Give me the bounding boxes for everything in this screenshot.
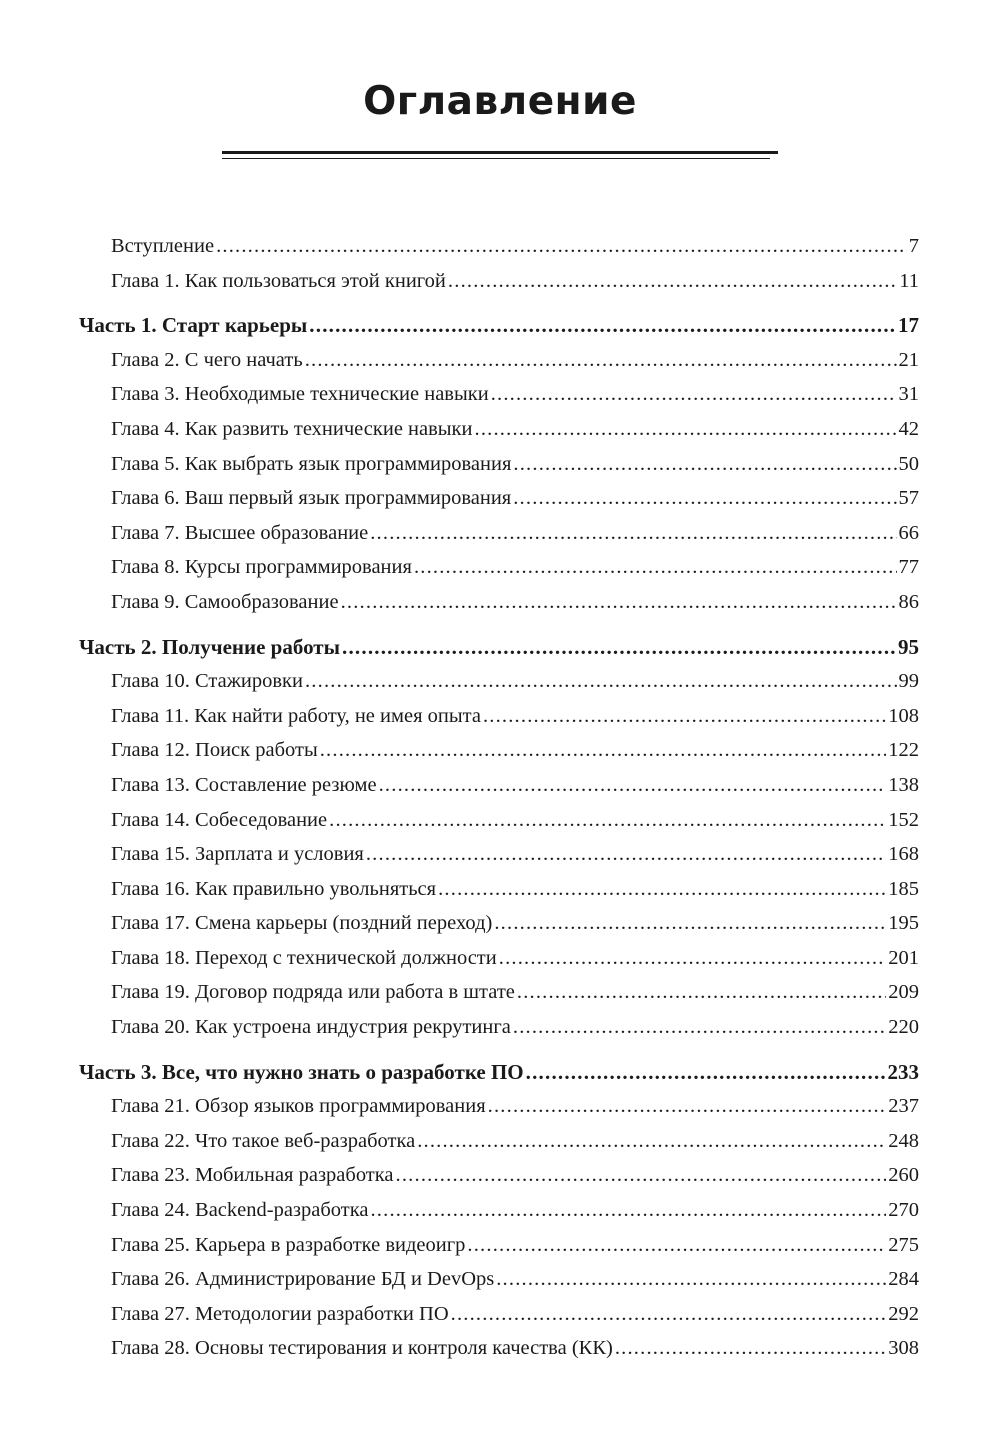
- toc-entry-page: 308: [888, 1337, 919, 1360]
- toc-entry-page: 284: [888, 1268, 919, 1291]
- toc-entry-page: 122: [888, 739, 919, 762]
- leader-dots: [488, 1089, 887, 1124]
- toc-part-label: Часть 2. Получение работы: [79, 634, 341, 659]
- leader-dots: [475, 412, 897, 447]
- toc-entry[interactable]: [0, 343, 919, 378]
- leader-dots: [342, 630, 896, 665]
- toc-entry[interactable]: [0, 1228, 919, 1263]
- leader-dots: [513, 481, 896, 516]
- toc-entry[interactable]: [0, 1262, 919, 1297]
- toc-entry-label: Глава 28. Основы тестирования и контроля качества (КК): [111, 1337, 613, 1360]
- toc-entry[interactable]: [0, 733, 919, 768]
- toc-entry-page: 292: [888, 1302, 919, 1325]
- toc-entry-label: Глава 20. Как устроена индустрия рекрутинга: [111, 1016, 511, 1039]
- toc-entry[interactable]: [0, 229, 919, 264]
- toc-entry-page: 152: [888, 808, 919, 831]
- leader-dots: [370, 516, 896, 551]
- toc-entry[interactable]: [0, 872, 919, 907]
- toc-entry[interactable]: [0, 941, 919, 976]
- toc-entry-page: 108: [888, 704, 919, 727]
- toc-entry-label: Глава 2. С чего начать: [111, 348, 303, 371]
- leader-dots: [517, 975, 886, 1010]
- toc-entry-page: 21: [898, 348, 919, 371]
- toc-part-label: Часть 3. Все, что нужно знать о разработке ПО: [79, 1059, 524, 1084]
- toc-entry[interactable]: [0, 1331, 919, 1366]
- toc-entry-page: 168: [888, 843, 919, 866]
- toc-entry-label: Глава 12. Поиск работы: [111, 739, 318, 762]
- toc-part-heading[interactable]: [0, 1055, 919, 1090]
- leader-dots: [366, 837, 886, 872]
- toc-entry-label: Глава 13. Составление резюме: [111, 773, 377, 796]
- toc-entry-page: 275: [888, 1233, 919, 1256]
- toc-entry[interactable]: [0, 516, 919, 551]
- toc-entry-page: 260: [888, 1164, 919, 1187]
- title-divider: [222, 151, 778, 154]
- toc-entry-page: 77: [898, 556, 919, 579]
- leader-dots: [396, 1158, 887, 1193]
- page-title: Оглавление: [363, 79, 637, 124]
- leader-dots: [513, 1010, 886, 1045]
- toc-entry-label: Глава 18. Переход с технической должности: [111, 946, 497, 969]
- toc-entry-page: 99: [898, 670, 919, 693]
- leader-dots: [483, 699, 886, 734]
- toc-entry-label: Глава 7. Высшее образование: [111, 521, 369, 544]
- toc-entry-label: Глава 1. Как пользоваться этой книгой: [111, 269, 446, 292]
- toc-entry[interactable]: [0, 447, 919, 482]
- leader-dots: [379, 768, 887, 803]
- leader-dots: [615, 1331, 886, 1366]
- toc-entry[interactable]: [0, 699, 919, 734]
- toc-entry[interactable]: [0, 1089, 919, 1124]
- leader-dots: [451, 1297, 887, 1332]
- toc-entry-page: 42: [898, 417, 919, 440]
- leader-dots: [329, 803, 886, 838]
- toc-entry-label: Глава 16. Как правильно увольняться: [111, 877, 437, 900]
- toc-entry-page: 248: [888, 1129, 919, 1152]
- leader-dots: [320, 733, 887, 768]
- toc-part-page: 17: [898, 313, 919, 338]
- leader-dots: [341, 585, 897, 620]
- leader-dots: [526, 1055, 886, 1090]
- toc-entry[interactable]: [0, 585, 919, 620]
- toc-entry-label: Глава 11. Как найти работу, не имея опыта: [111, 704, 481, 727]
- leader-dots: [438, 872, 886, 907]
- toc-entry[interactable]: [0, 264, 919, 299]
- toc-entry-page: 209: [888, 981, 919, 1004]
- toc-entry-page: 50: [898, 452, 919, 475]
- table-of-contents: [0, 229, 1000, 1366]
- toc-entry-page: 31: [898, 383, 919, 406]
- leader-dots: [467, 1228, 886, 1263]
- toc-entry-page: 138: [888, 773, 919, 796]
- toc-entry[interactable]: [0, 481, 919, 516]
- toc-entry[interactable]: [0, 975, 919, 1010]
- leader-dots: [414, 550, 897, 585]
- toc-entry-label: Глава 19. Договор подряда или работа в штате: [111, 981, 515, 1004]
- toc-part-heading[interactable]: [0, 630, 919, 665]
- leader-dots: [305, 664, 897, 699]
- toc-entry[interactable]: [0, 377, 919, 412]
- toc-entry-page: 11: [899, 269, 919, 292]
- toc-entry[interactable]: [0, 803, 919, 838]
- toc-part-label: Часть 1. Старт карьеры: [79, 313, 308, 338]
- toc-entry-page: 185: [888, 877, 919, 900]
- toc-entry-page: 201: [888, 946, 919, 969]
- toc-entry-page: 66: [898, 521, 919, 544]
- leader-dots: [417, 1124, 886, 1159]
- toc-entry-label: Глава 27. Методологии разработки ПО: [111, 1302, 449, 1325]
- toc-entry-label: Вступление: [111, 235, 215, 257]
- toc-entry[interactable]: [0, 412, 919, 447]
- toc-entry[interactable]: [0, 768, 919, 803]
- toc-entry-page: 237: [888, 1095, 919, 1118]
- toc-entry-page: 86: [898, 590, 919, 613]
- leader-dots: [309, 308, 896, 343]
- toc-entry-label: Глава 5. Как выбрать язык программирования: [111, 452, 512, 475]
- toc-entry[interactable]: [0, 1010, 919, 1045]
- toc-entry-label: Глава 23. Мобильная разработка: [111, 1164, 394, 1187]
- leader-dots: [216, 229, 907, 264]
- toc-entry[interactable]: [0, 550, 919, 585]
- toc-entry-page: 7: [908, 235, 919, 257]
- toc-entry-label: Глава 17. Смена карьеры (поздний переход): [111, 912, 493, 935]
- toc-entry-label: Глава 22. Что такое веб-разработка: [111, 1129, 416, 1152]
- toc-part-page: 233: [887, 1059, 919, 1084]
- toc-entry[interactable]: [0, 664, 919, 699]
- toc-entry-label: Глава 21. Обзор языков программирования: [111, 1095, 486, 1118]
- toc-entry-page: 195: [888, 912, 919, 935]
- toc-entry-label: Глава 15. Зарплата и условия: [111, 843, 364, 866]
- toc-entry[interactable]: [0, 1297, 919, 1332]
- leader-dots: [494, 906, 886, 941]
- toc-entry-label: Глава 6. Ваш первый язык программирования: [111, 487, 512, 510]
- toc-entry-label: Глава 25. Карьера в разработке видеоигр: [111, 1233, 466, 1256]
- toc-entry-label: Глава 9. Самообразование: [111, 590, 339, 613]
- toc-entry-page: 270: [888, 1199, 919, 1222]
- leader-dots: [499, 941, 887, 976]
- leader-dots: [496, 1262, 886, 1297]
- toc-entry[interactable]: [0, 1124, 919, 1159]
- toc-entry-label: Глава 8. Курсы программирования: [111, 556, 412, 579]
- leader-dots: [448, 264, 897, 299]
- toc-entry-label: Глава 26. Администрирование БД и DevOps: [111, 1268, 495, 1291]
- leader-dots: [305, 343, 897, 378]
- toc-entry-label: Глава 3. Необходимые технические навыки: [111, 383, 489, 406]
- toc-entry[interactable]: [0, 906, 919, 941]
- toc-entry-label: Глава 4. Как развить технические навыки: [111, 417, 473, 440]
- toc-part-heading[interactable]: [0, 308, 919, 343]
- toc-entry[interactable]: [0, 1193, 919, 1228]
- leader-dots: [491, 377, 897, 412]
- leader-dots: [370, 1193, 886, 1228]
- leader-dots: [513, 447, 896, 482]
- toc-part-page: 95: [898, 634, 919, 659]
- toc-entry-label: Глава 24. Backend-разработка: [111, 1199, 369, 1222]
- toc-entry-page: 57: [898, 487, 919, 510]
- toc-entry-label: Глава 14. Собеседование: [111, 808, 328, 831]
- toc-entry[interactable]: [0, 837, 919, 872]
- toc-entry-label: Глава 10. Стажировки: [111, 670, 303, 693]
- toc-entry-page: 220: [888, 1016, 919, 1039]
- toc-entry[interactable]: [0, 1158, 919, 1193]
